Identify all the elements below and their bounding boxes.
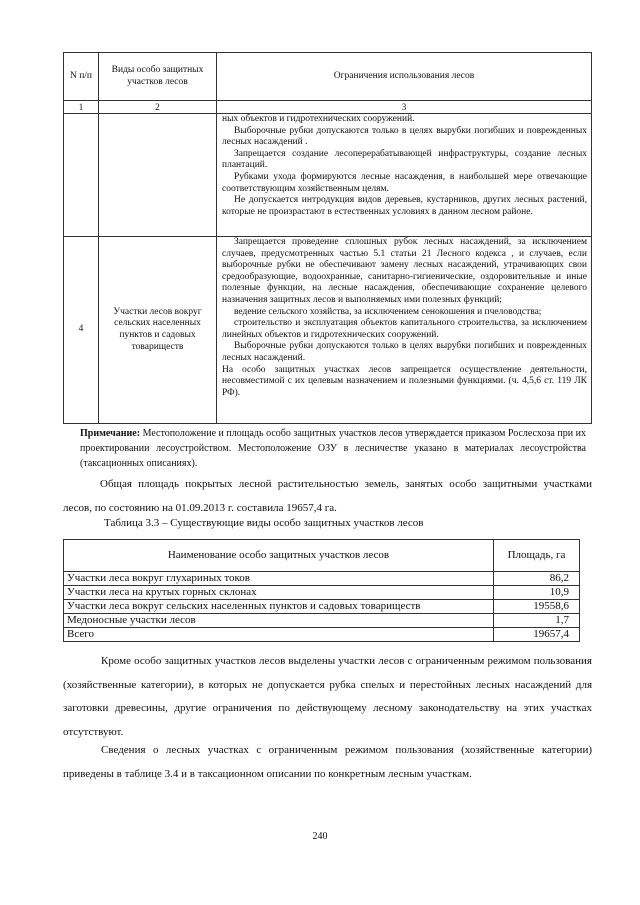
limits-paragraph: Рубками ухода формируются лесные насаждения, в наибольшей мере отвечающие соответствующим хозяйственным целям. [222,171,587,194]
area-name: Участки леса вокруг глухариных токов [64,572,494,586]
row-type-cell [99,114,217,237]
header-num: N п/п [64,53,99,101]
note-label: Примечание: [80,428,141,439]
area-value: 10,9 [494,586,580,600]
column-number: 2 [99,101,217,114]
body-paragraph: Сведения о лесных участках с ограниченным режимом пользования (хозяйственные категории) приведены в таблице 3.4 и в таксационном описании по конкретным лесным участкам. [63,744,592,780]
area-value: 1,7 [494,614,580,628]
header-type: Виды особо защитных участков лесов [99,53,217,101]
area-name: Участки леса на крутых горных склонах [64,586,494,600]
row-type-cell: Участки лесов вокруг сельских населенных пунктов и садовых товариществ [99,237,217,424]
area-value: 19558,6 [494,600,580,614]
column-number-row [64,101,592,114]
note-text: Местоположение и площадь особо защитных участков лесов утверждается приказом Рослесхоза при их проектировании лесоустройством. Местоположение ОЗУ в лесничестве указано в материалах лесоустройства (таксационных описаниях). [80,428,586,469]
restrictions-table [63,52,592,424]
area-value: 19657,4 [494,628,580,642]
area-name: Участки леса вокруг сельских населенных пунктов и садовых товариществ [64,600,494,614]
limits-paragraph: Запрещается создание лесоперерабатывающей инфраструктуры, создание лесных плантаций. [222,148,587,171]
limits-paragraph: Выборочные рубки допускаются только в целях вырубки погибших и поврежденных лесных насаждений. [222,341,587,363]
table-row [64,237,592,424]
limits-paragraph: ведение сельского хозяйства, за исключением сенокошения и пчеловодства; [234,306,542,317]
page-number: 240 [312,831,328,842]
note [80,426,586,471]
limits-paragraph: ных объектов и гидротехнических сооружений. [222,114,415,124]
row-num-cell: 4 [64,237,99,424]
table-row [64,614,580,628]
body-paragraph: Общая площадь покрытых лесной растительностью земель, занятых особо защитными участками лесов, по состоянию на 01.09.2013 г. составила 19657,4 га. [63,478,592,514]
table-row [64,586,580,600]
table-row-total [64,628,580,642]
header-area: Площадь, га [494,540,580,572]
table-row [64,572,580,586]
limits-paragraph: Выборочные рубки допускаются только в целях вырубки погибших и поврежденных лесных насаждений . [222,125,587,148]
table-row [64,114,592,237]
row-limits-cell [217,237,592,424]
header-limits: Ограничения использования лесов [217,53,592,101]
protected-areas-table [63,539,580,642]
area-value: 86,2 [494,572,580,586]
area-name: Медоносные участки лесов [64,614,494,628]
table-header-row [64,53,592,101]
header-name: Наименование особо защитных участков лесов [64,540,494,572]
row-num-cell [64,114,99,237]
column-number: 1 [64,101,99,114]
column-number: 3 [217,101,592,114]
body-paragraph: Кроме особо защитных участков лесов выделены участки лесов с ограниченным режимом пользования (хозяйственные категории), в которых не допускается рубка спелых и перестойных лесных насаждений для заготовки древесины, другие ограничения по действующему лесному законодательству на этих участках отсутствуют. [63,655,592,738]
area-name: Всего [64,628,494,642]
limits-paragraph: строительство и эксплуатация объектов капитального строительства, за исключением линейных объектов и гидротехнических сооружений. [222,318,587,340]
table-caption: Таблица 3.3 – Существующие виды особо защитных участков лесов [104,517,424,529]
limits-paragraph: На особо защитных участках лесов запрещается осуществление деятельности, несовместимой с их целевым назначением и полезными функциями. (ч. 4,5,6 ст. 119 ЛК РФ). [222,364,587,398]
limits-paragraph: Не допускается интродукция видов деревьев, кустарников, других лесных растений, которые не произрастают в естественных условиях в данном лесном районе. [222,195,587,217]
limits-paragraph: Запрещается проведение сплошных рубок лесных насаждений, за исключением случаев, предусмотренных частью 5.1 статьи 21 Лесного кодекса , и случаев, если выборочные рубки не обеспечивают замену лесных насаждений, утрачивающих свои средообразующие, водоохранные, санитарно-гигиенические, оздоровительные и иные полезные функции, на лесные насаждения, обеспечивающие сохранение целевого назначения защитных лесов и выполняемых ими полезных функций; [222,237,587,305]
table-row [64,600,580,614]
table-header-row [64,540,580,572]
row-limits-cell [217,114,592,237]
